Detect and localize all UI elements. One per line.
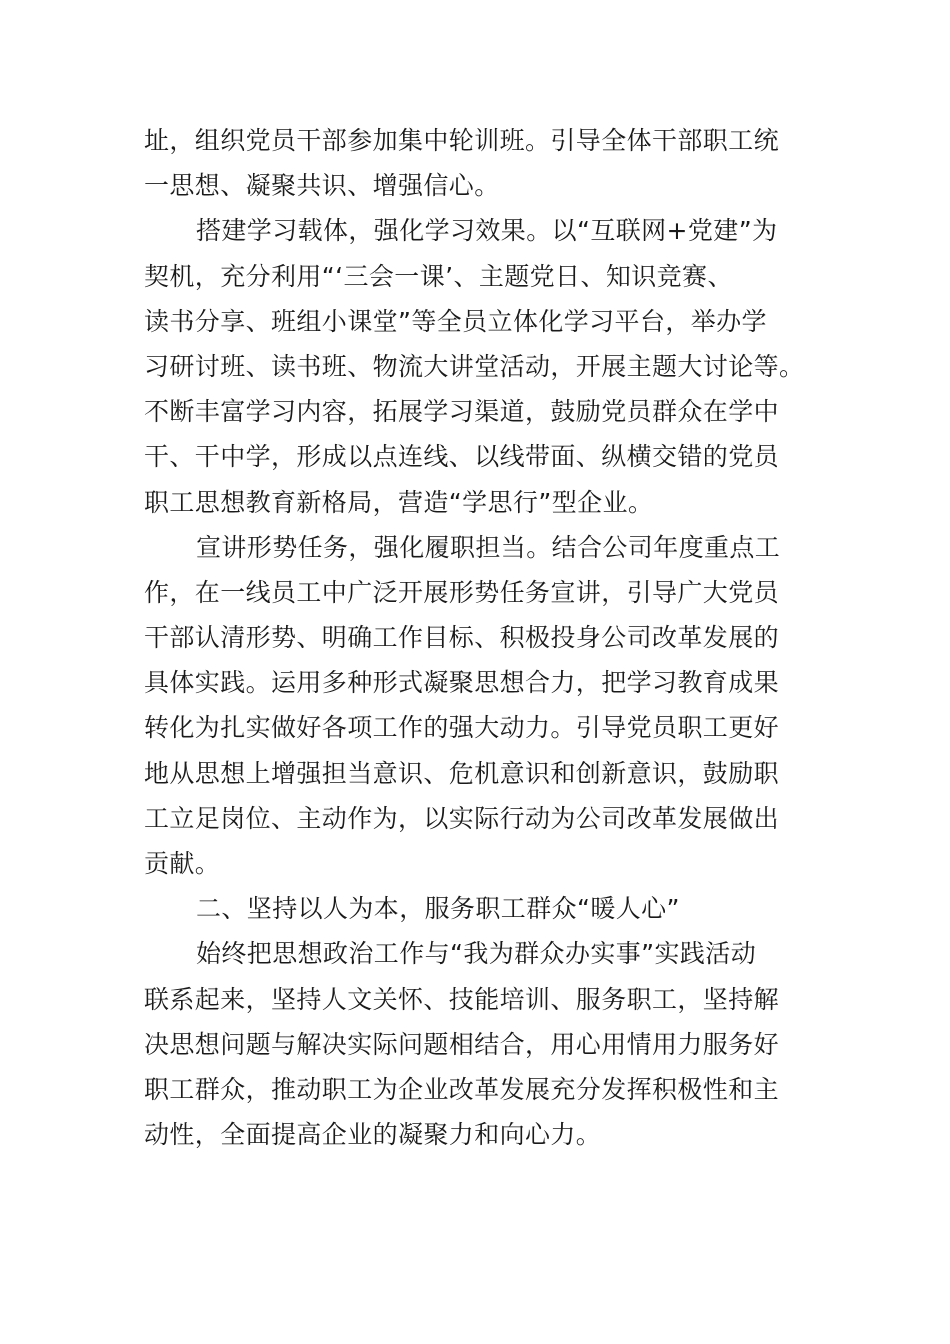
text-line: 决思想问题与解决实际问题相结合，用心用情用力服务好 xyxy=(144,1029,780,1059)
text-line: 址，组织党员干部参加集中轮训班。引导全体干部职工统 xyxy=(144,126,780,155)
text-line: 搭建学习载体，强化学习效果。以“互联网+党建”为 xyxy=(196,216,778,246)
text-line: 读书分享、班组小课堂”等全员立体化学习平台，举办学 xyxy=(144,306,767,336)
text-line: 不断丰富学习内容，拓展学习渠道，鼓励党员群众在学中 xyxy=(144,397,780,427)
text-line: 二、坚持以人为本，服务职工群众“暖人心” xyxy=(196,894,680,924)
text-line: 具体实践。运用多种形式凝聚思想合力，把学习教育成果 xyxy=(144,668,780,698)
text-line: 地从思想上增强担当意识、危机意识和创新意识，鼓励职 xyxy=(144,758,780,788)
text-line: 职工群众，推动职工为企业改革发展充分发挥积极性和主 xyxy=(144,1074,780,1104)
text-line: 干部认清形势、明确工作目标、积极投身公司改革发展的 xyxy=(144,623,780,653)
text-line: 职工思想教育新格局，营造“学思行”型企业。 xyxy=(144,487,654,517)
text-line: 贡献。 xyxy=(144,849,221,878)
text-line: 动性，全面提高企业的凝聚力和向心力。 xyxy=(144,1120,602,1150)
text-line: 宣讲形势任务，强化履职担当。结合公司年度重点工 xyxy=(196,532,781,562)
text-line: 联系起来，坚持人文关怀、技能培训、服务职工，坚持解 xyxy=(144,984,780,1014)
text-line: 干、干中学，形成以点连线、以线带面、纵横交错的党员 xyxy=(144,442,780,472)
text-line: 一思想、凝聚共识、增强信心。 xyxy=(144,171,500,201)
text-line: 始终把思想政治工作与“我为群众办实事”实践活动 xyxy=(196,939,757,969)
text-line: 作，在一线员工中广泛开展形势任务宣讲，引导广大党员 xyxy=(144,577,780,607)
text-line: 习研讨班、读书班、物流大讲堂活动，开展主题大讨论等。 xyxy=(144,351,805,381)
text-line: 契机，充分利用“‘三会一课’、主题党日、知识竞赛、 xyxy=(144,261,733,291)
document-body xyxy=(144,118,812,1157)
text-line: 转化为扎实做好各项工作的强大动力。引导党员职工更好 xyxy=(144,713,780,743)
text-line: 工立足岗位、主动作为，以实际行动为公司改革发展做出 xyxy=(144,803,780,833)
